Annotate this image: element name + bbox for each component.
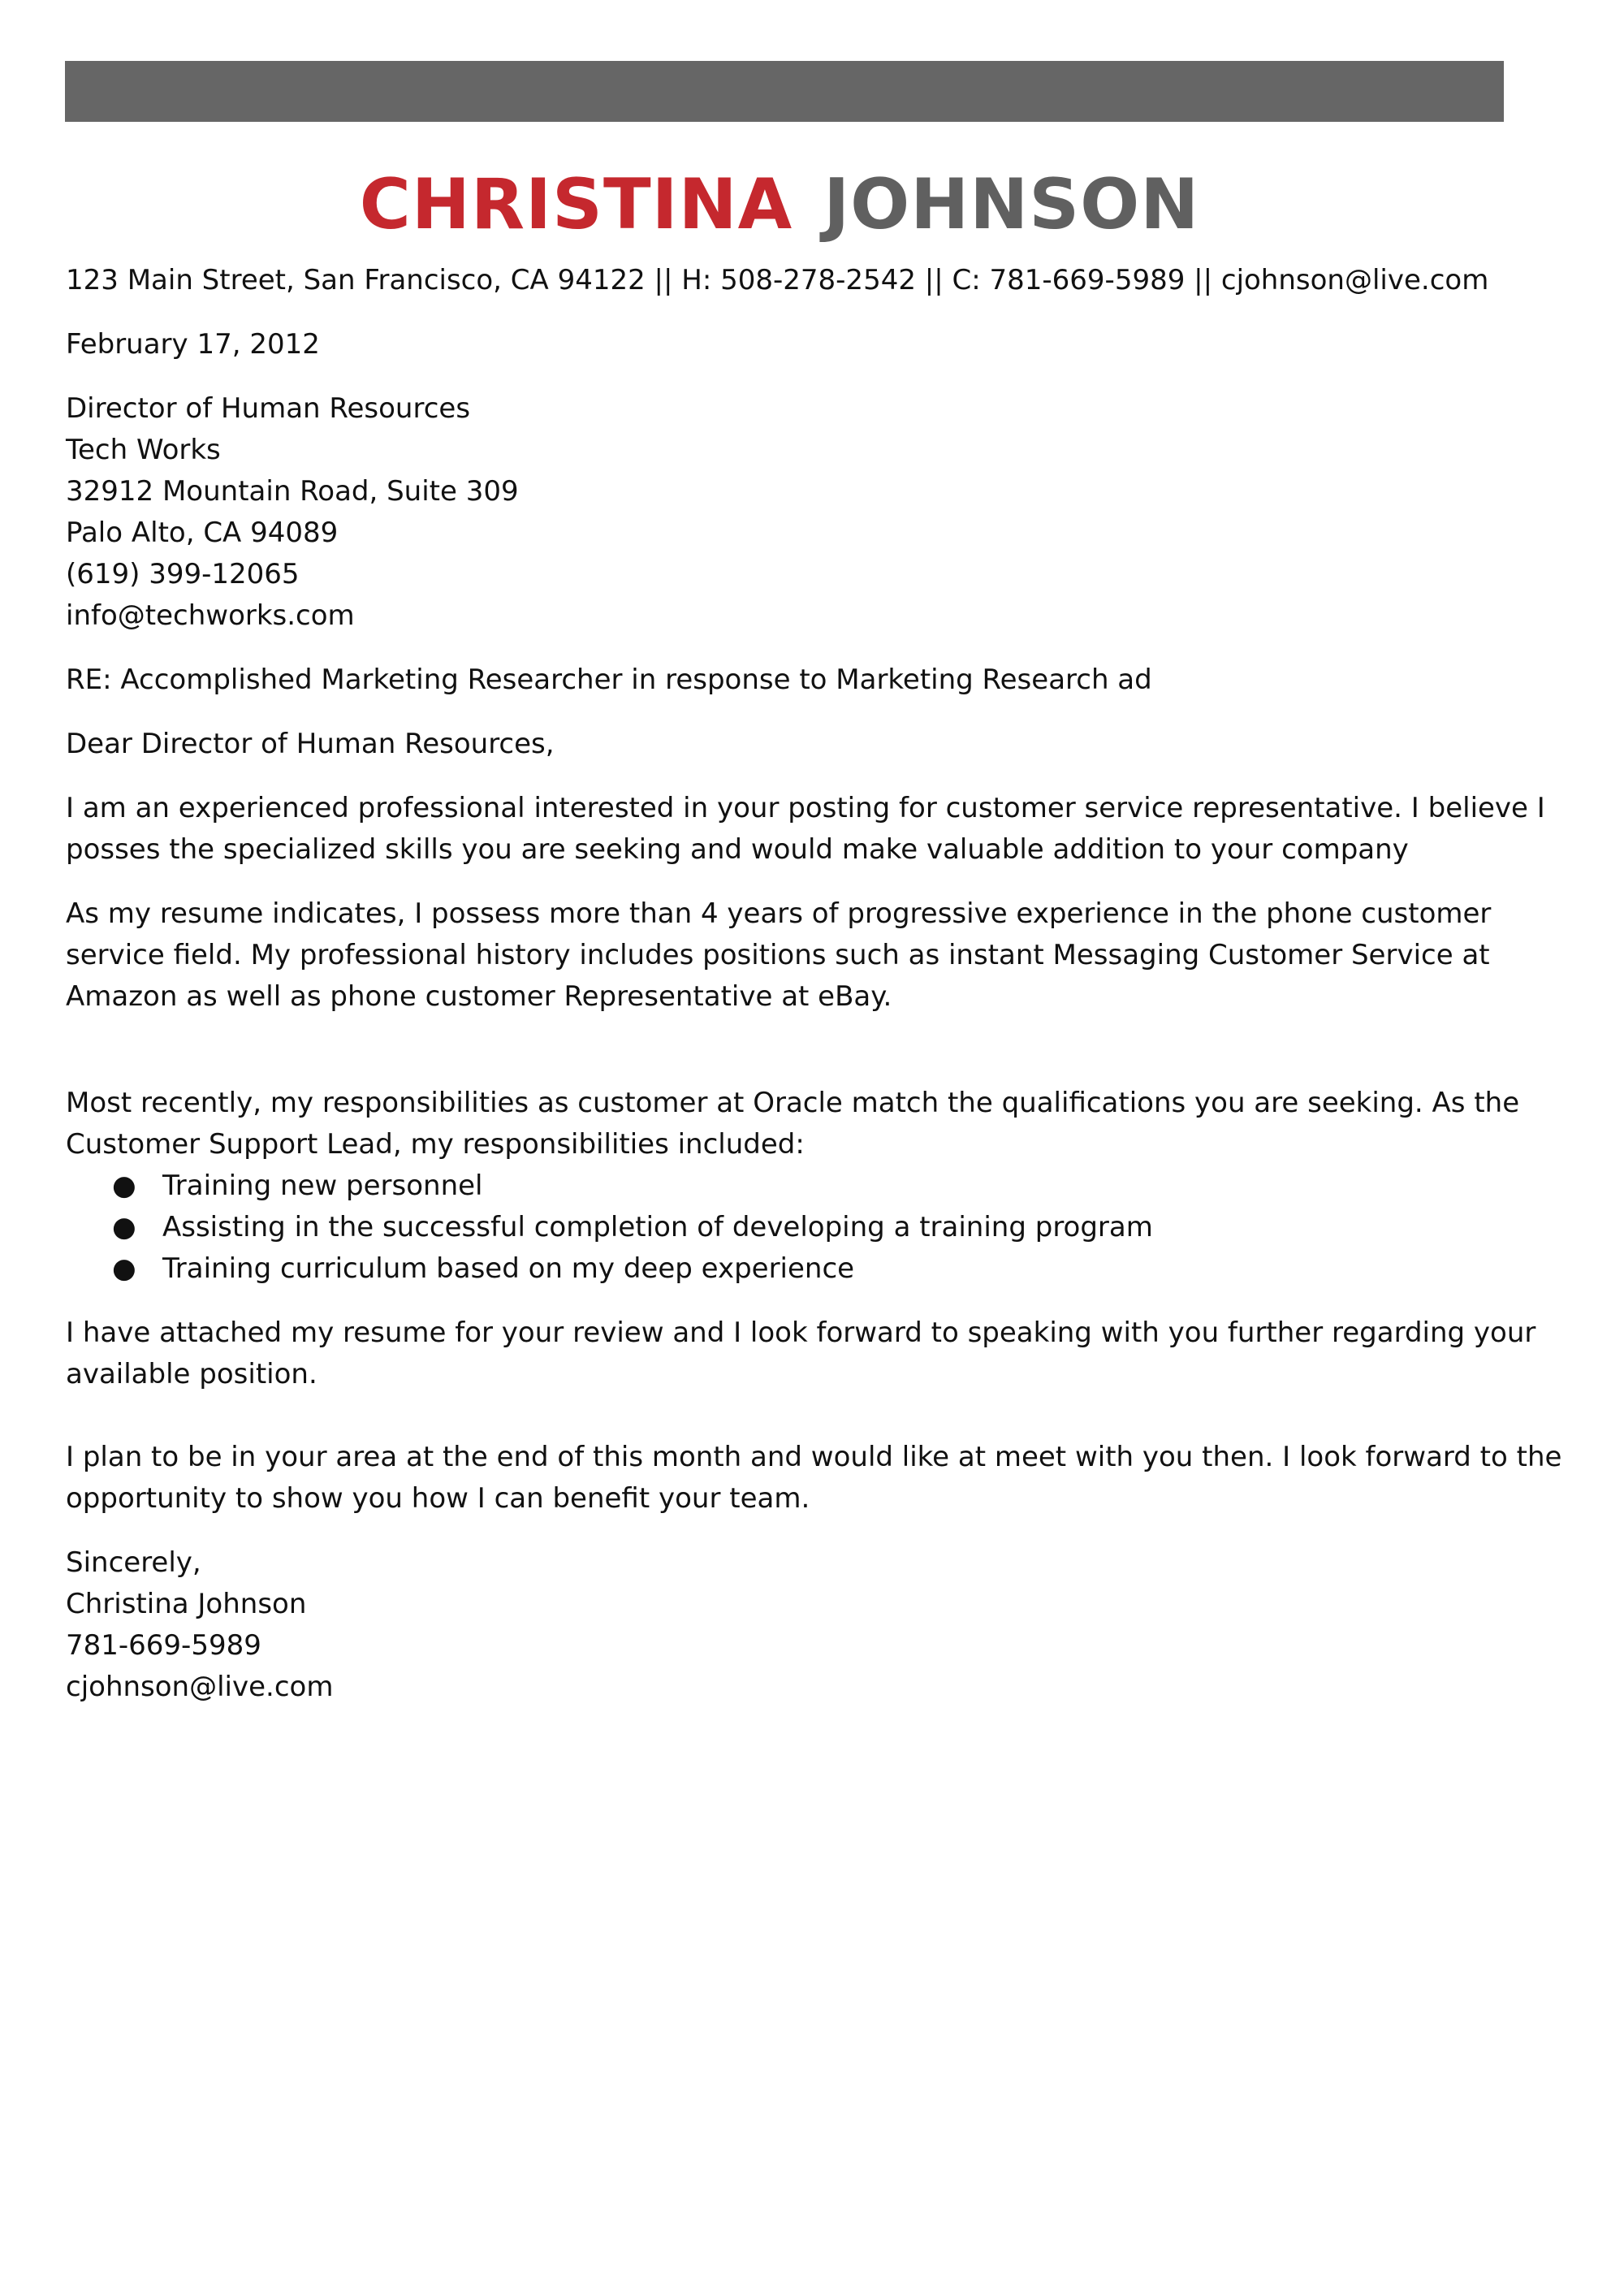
recipient-city: Palo Alto, CA 94089 xyxy=(66,517,339,549)
list-item: ● Training new personnel xyxy=(66,1165,1527,1207)
contact-line: 123 Main Street, San Francisco, CA 94122 || H: 508-278-2542 || C: 781-669-5989 || cjohnson@live.com xyxy=(66,264,1489,296)
recipient-phone: (619) 399-12065 xyxy=(66,558,300,590)
signature-phone: 781-669-5989 xyxy=(66,1629,261,1662)
responsibilities-list xyxy=(66,1165,1527,1290)
paragraph-4 xyxy=(66,1312,1536,1395)
bullet-icon: ● xyxy=(112,1252,136,1285)
salutation: Dear Director of Human Resources, xyxy=(66,728,555,760)
letter-date: February 17, 2012 xyxy=(66,328,320,361)
recipient-block xyxy=(66,388,1527,637)
signature-name: Christina Johnson xyxy=(66,1588,307,1620)
paragraph-2 xyxy=(66,893,1527,1018)
paragraph-5 xyxy=(66,1437,1562,1520)
paragraph-line: opportunity to show you how I can benefit your team. xyxy=(66,1482,810,1515)
paragraph-line: I plan to be in your area at the end of this month and would like at meet with you then. I look forward to the xyxy=(66,1441,1562,1473)
paragraph-line: Amazon as well as phone customer Representative at eBay. xyxy=(66,980,892,1013)
paragraph-line: available position. xyxy=(66,1358,317,1390)
letter-content xyxy=(66,260,1562,1708)
subject-line: RE: Accomplished Marketing Researcher in response to Marketing Research ad xyxy=(66,664,1152,696)
recipient-email: info@techworks.com xyxy=(66,599,355,632)
recipient-title: Director of Human Resources xyxy=(66,392,471,425)
paragraph-line: Most recently, my responsibilities as customer at Oracle match the qualifications you are seeking. As the xyxy=(66,1087,1520,1119)
bullet-icon: ● xyxy=(112,1170,136,1202)
name-heading xyxy=(0,164,1559,245)
bullet-icon: ● xyxy=(112,1211,136,1243)
paragraph-line: I have attached my resume for your review and I look forward to speaking with you further regarding your xyxy=(66,1317,1536,1349)
paragraph-3 xyxy=(66,1083,1527,1165)
paragraph-line: Customer Support Lead, my responsibilities included: xyxy=(66,1128,805,1161)
header-bar xyxy=(65,61,1504,122)
paragraph-line: posses the specialized skills you are seeking and would make valuable addition to your company xyxy=(66,833,1409,866)
list-item: ● Assisting in the successful completion of developing a training program xyxy=(66,1207,1527,1248)
recipient-company: Tech Works xyxy=(66,434,221,466)
last-name: JOHNSON xyxy=(823,164,1200,245)
paragraph-line: I am an experienced professional interested in your posting for customer service representative. I believe I xyxy=(66,792,1545,824)
list-item: ● Training curriculum based on my deep experience xyxy=(66,1248,1527,1290)
first-name: CHRISTINA xyxy=(359,164,793,245)
paragraph-line: As my resume indicates, I possess more than 4 years of progressive experience in the phone customer xyxy=(66,897,1492,930)
closing-block xyxy=(66,1542,1527,1708)
paragraph-line: service field. My professional history includes positions such as instant Messaging Customer Service at xyxy=(66,939,1490,971)
paragraph-1 xyxy=(66,788,1545,871)
valediction: Sincerely, xyxy=(66,1546,201,1579)
signature-email: cjohnson@live.com xyxy=(66,1671,334,1703)
recipient-street: 32912 Mountain Road, Suite 309 xyxy=(66,475,519,508)
